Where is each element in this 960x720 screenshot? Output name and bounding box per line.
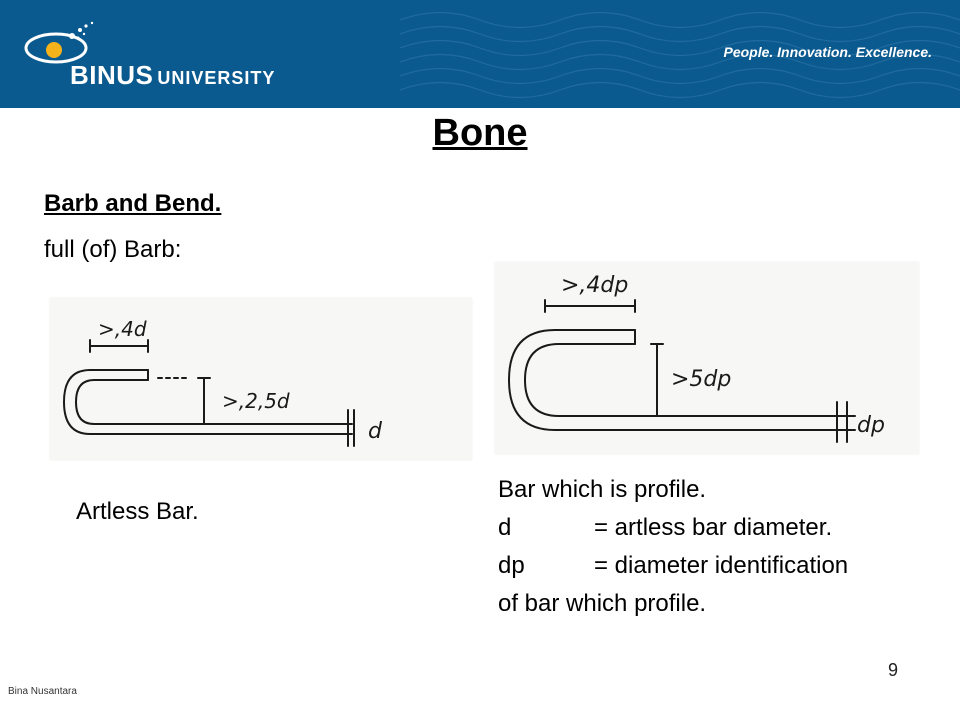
- definition-row: [498, 552, 848, 580]
- gap-label-right: >5dp: [671, 367, 732, 392]
- definition-row: [498, 514, 832, 542]
- tagline: People. Innovation. Excellence.: [723, 44, 932, 60]
- slide-title: Bone: [432, 112, 528, 154]
- caption-artless-bar: Artless Bar.: [76, 498, 199, 525]
- artless-bar-sketch: [50, 298, 472, 460]
- profile-bar-sketch: [495, 262, 919, 454]
- hook-diagram-left: [50, 298, 472, 460]
- len-label-right: >,4dp: [561, 273, 629, 298]
- definition-desc: = artless bar diameter.: [594, 514, 833, 541]
- footer-organization: Bina Nusantara: [8, 686, 77, 697]
- dia-label-left: d: [368, 419, 382, 444]
- binus-logo[interactable]: [20, 18, 290, 98]
- logo-wordmark: [70, 60, 275, 91]
- definition-term: dp: [498, 552, 525, 579]
- dia-label-right: dp: [857, 413, 885, 438]
- header-banner: [0, 0, 960, 108]
- slide-subtitle: Barb and Bend.: [44, 190, 222, 217]
- intro-text: full (of) Barb:: [44, 236, 182, 263]
- definition-desc: = diameter identification: [594, 552, 849, 579]
- caption-profile-bar: Bar which is profile.: [498, 476, 707, 503]
- hook-diagram-right: [495, 262, 919, 454]
- definition-term: d: [498, 514, 512, 541]
- definition-tail: of bar which profile.: [498, 590, 707, 617]
- gap-label-left: >,2,5d: [222, 389, 290, 413]
- logo-sub-text: UNIVERSITY: [157, 68, 276, 88]
- len-label-left: >,4d: [98, 317, 147, 341]
- page-number: 9: [888, 660, 899, 680]
- logo-main-text: BINUS: [70, 60, 154, 90]
